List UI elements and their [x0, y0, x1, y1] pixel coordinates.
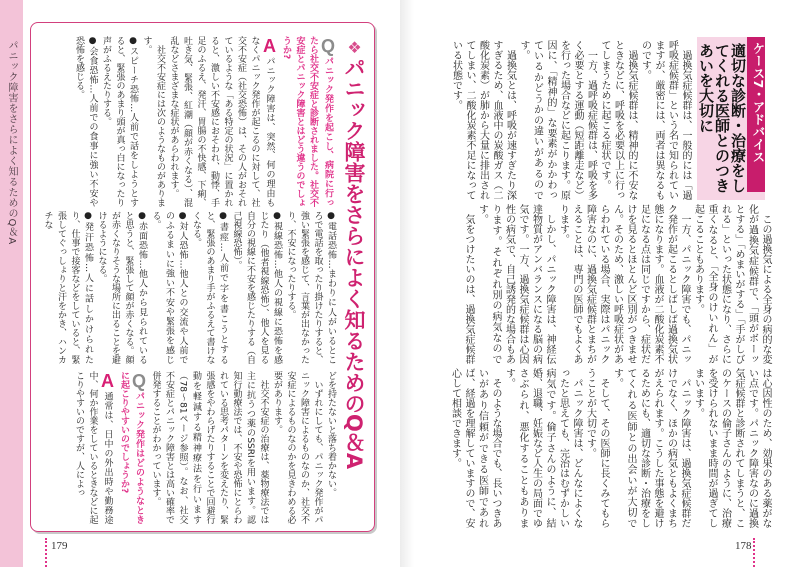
case-title: 適切な診断・治療をしてくれる医師とのつきあいを大切に: [697, 43, 747, 193]
bullet-item: ●書痙…人前で字を書こうとすると、緊張のあまり手がふるえて書けなくなる。: [191, 211, 228, 364]
body-paragraph: しかし、パニック障害は、神経伝達物質がアンバランスになる脳の病気です。一方、過換気症候群は心因性の病気で、自己誘発的な場合もあります。それぞれ別の病気なのです。: [476, 204, 555, 364]
body-paragraph: は心因性のため、効果のある薬がない点です。パニック障害なのに過換気症候群と診断されてしまうと、このケースの倫子さんのように、治療を受けられないまま時間が過ぎてしまいます。: [692, 368, 771, 528]
body-tier-3: [430, 368, 772, 528]
answer-1-para: 社交不安症には次のようなものがあります。: [141, 36, 165, 207]
bullet-item: ●赤面恐怖…他人から見られていると思うと、緊張して顔が赤くなる。顔が赤くなりそうな場所に出ることを避けるようになる。: [96, 211, 147, 364]
q-mark-icon: Q: [129, 371, 149, 391]
page-number: 178: [735, 540, 752, 552]
qa-tier-3: [36, 371, 337, 524]
body-paragraph: 一方、過呼吸症候群は、呼吸を多く必要とする運動（短距離走など）を行った場合などに起こります。原因に、「精神的」な要素がかかわっているかどうかの違いがあるのです。: [518, 40, 597, 200]
body-paragraph: 気をつけたいのは、過換気症候群: [463, 214, 474, 364]
q-mark-icon: Q: [318, 36, 338, 56]
answer-1-text: パニック障害は、突然、何の理由もなくパニック発作が起こるのに対して、社交不安症（社交恐怖）は、その人がおそれているような「ある特定の状況」に置かれると、激しい不安感におそわれ、動悸、手足のふるえ、発汗、胃腸の不快感、下痢、吐き気、緊張、紅潮（顔が赤くなる）、混乱などさまざまな症状があらわれます。: [168, 36, 275, 207]
qa-tier-2: [36, 211, 337, 364]
body-paragraph: 過換気症候群は、精神的に不安なときなどに、呼吸を必要以上に行ってしまうために起こる症状です。: [599, 40, 637, 200]
question-2: [117, 371, 149, 524]
a-mark-icon: A: [259, 36, 280, 56]
body-paragraph: パニック障害は、どんなによくなったと思えても、完治はむずかしい病気です。倫子さんのように、結婚、退職、妊娠など人生の局面でゆさぶられ、悪化することもあります。: [503, 368, 582, 528]
side-index-tab: [0, 0, 23, 567]
body-tier-2: [430, 204, 772, 364]
side-tab-label: パニック障害をさらによく知るためのQ＆A: [6, 40, 17, 245]
body-paragraph: 過換気とは、呼吸が速すぎたり深すぎるため、血液中の炭酸ガス（二酸化炭素）が肺から大量に排出されてしまい、二酸化炭素不足になっている状態です。: [450, 40, 516, 200]
bullet-item: ●発汗恐怖…人に話しかけられたり、仕事で接客などをしていると、緊張してぐっしょりと汗をかき、ハンカチな: [42, 211, 93, 364]
qa-title-text: パニック障害をさらによく知るためのQ＆A: [342, 57, 366, 470]
answer-2-text: 通常は、日中の外出時や勤務途中、何か作業をしているときなどに起こりやすいのですが、人によっ: [74, 371, 113, 524]
body-paragraph: パニック障害は、過換気症候群だけでなく、ほかの病気ともよくまちがえられます。こうした事態を避けるためにも、適切な診断・治療をしてくれる医師との出会いが大切です。: [611, 368, 690, 528]
qa-section-title: [340, 38, 368, 469]
question-1-text: パニック発作を起こし、病院に行ったら社交不安症と診断されました。社交不安症とパニック障害とはどう違うのでしょうか?: [281, 36, 333, 207]
body-paragraph: この過換気による全身の病的な変化が過換気症候群で、「頭がボーッとする」「めまいがする」「手がしびれる」といった状態になり、さらに重くなると、「全身のけいれん」が起こることもあります。: [692, 204, 771, 364]
answer-1-para: [166, 36, 279, 207]
bullet-item: ●スピーチ恐怖…人前で話をしようとすると、緊張のあまり頭が真っ白になったり声がふるえたりする。: [101, 36, 138, 207]
body-paragraph: そして、その医師に長くみてもらうことが大切です。: [584, 368, 609, 528]
bullet-item: ●会食恐怖…人前での食事に強い不安や恐怖を感じる。: [74, 36, 98, 207]
question-2-text: パニック発作はどのようなときに起こりやすいのでしょうか?: [119, 371, 144, 524]
body-tier-1: [434, 40, 692, 200]
case-label: ケース7・アドバイス: [751, 42, 766, 164]
a-mark-icon: A: [97, 371, 118, 391]
answer-1-para: 社交不安症の治療は、薬物療法では主に抗うつ薬のSSRIを用います。認知行動療法では、不安や恐怖にとらわれている思考パターンを変えたり、緊張感をやわらげたりすることで回避行動を軽減する精神療法を行います（78〜81ページ参照）。なお、社交不安症とパニック障害とは高い確率で併発することがわかっています。: [150, 371, 269, 524]
qa-tier-1: [36, 36, 337, 207]
flower-ornament-icon: ❖: [345, 38, 364, 57]
answer-2: [72, 371, 117, 524]
bullet-continuation: どを持たないと落ち着かない。: [326, 371, 336, 497]
question-1: [279, 36, 338, 207]
body-paragraph: そのような場合でも、長いつきあいがあり信頼ができる医師であれば、経過を理解していますので、安心して相談できます。: [449, 368, 501, 528]
bullet-item: ●電話恐怖…まわりに人がいるところで電話を取ったり掛けたりすると、強い緊張を感じて、言葉が出なかったり、不安になったりする。: [285, 211, 336, 364]
body-paragraph: 過換気症候群は、一般的には「過呼吸症候群」という名で知られていますが、厳密には、両者は異なるものです。: [639, 40, 691, 200]
bullet-item: ●対人恐怖…他人との交流や人前でのふるまいに強い不安や緊張を感じる。: [150, 211, 188, 364]
right-page: [400, 0, 800, 567]
page-number: 179: [51, 540, 68, 552]
page-number-dotted-rule: [753, 538, 755, 567]
body-paragraph: 一方、パニック障害でも、パニック発作が起こるとしばしば過換気状態になります。血液が二酸化炭素不足になる点は同じですから、症状だけを見るとほとんど区別がつきません。そのため、激しい呼吸症状があらわれている場合、実際はパニック障害なのに、過換気症候群とまちがえることは、専門の医師でもよくあります。: [557, 204, 690, 364]
page-number-dotted-rule: [45, 538, 47, 567]
answer-1-para: いずれにしても、パニック発作がパニック障害によるものなのか、社交不安症によるものなのかを見きわめる必要があります。: [272, 371, 323, 524]
bullet-item: ●視線恐怖…他人の視線に恐怖を感じたり（他者視線恐怖）、他人を見る自分の視線に不安を感じたりする（自己視線恐怖）。: [231, 211, 282, 364]
